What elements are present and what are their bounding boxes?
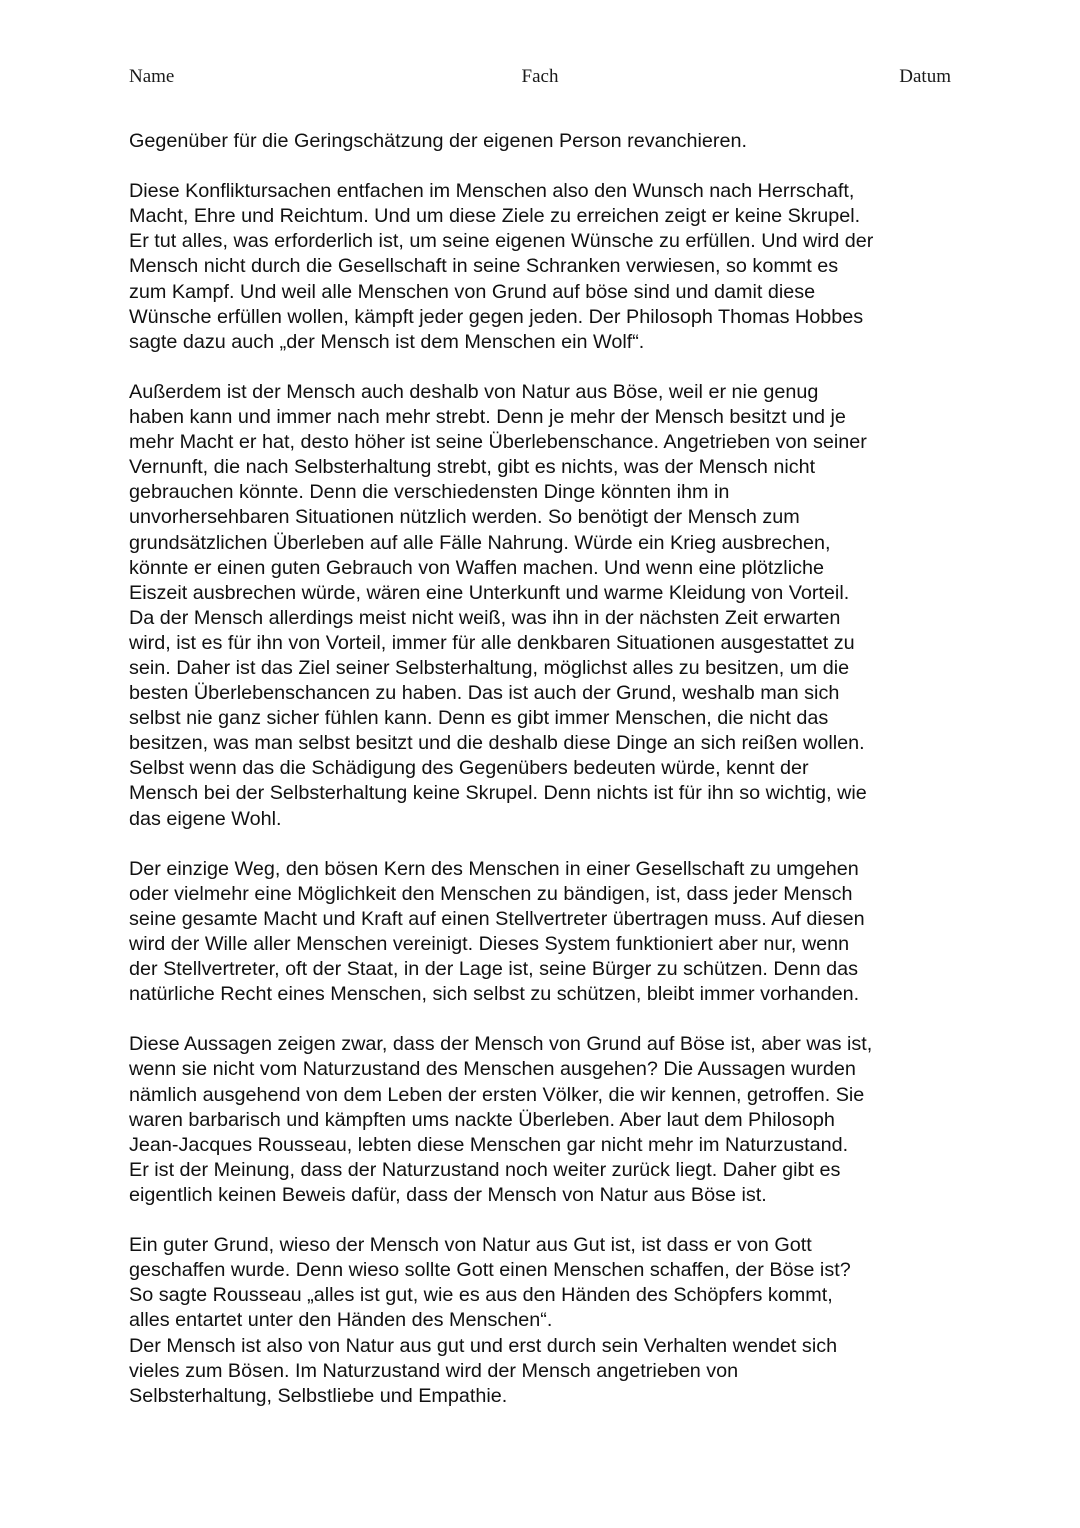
paragraph (129, 129, 959, 154)
paragraph (129, 1233, 959, 1409)
text-line: mehr Macht er hat, desto höher ist seine Überlebenschance. Angetrieben von seiner (129, 431, 867, 454)
text-line: Eiszeit ausbrechen würde, wären eine Unterkunft und warme Kleidung von Vorteil. (129, 581, 850, 604)
text-line: Der Mensch ist also von Natur aus gut und erst durch sein Verhalten wendet sich (129, 1334, 838, 1357)
text-line: Diese Aussagen zeigen zwar, dass der Mensch von Grund auf Böse ist, aber was ist, (129, 1033, 873, 1056)
text-line: das eigene Wohl. (129, 807, 282, 830)
text-line: sagte dazu auch „der Mensch ist dem Menschen ein Wolf“. (129, 330, 645, 353)
text-line: So sagte Rousseau „alles ist gut, wie es aus den Händen des Schöpfers kommt, (129, 1284, 833, 1307)
text-line: der Stellvertreter, oft der Staat, in der Lage ist, seine Bürger zu schützen. Denn das (129, 958, 859, 981)
text-line: natürliche Recht eines Menschen, sich selbst zu schützen, bleibt immer vorhanden. (129, 983, 860, 1006)
header-subject-label: Fach (521, 66, 559, 87)
text-line: Mensch bei der Selbsterhaltung keine Skrupel. Denn nichts ist für ihn so wichtig, wie (129, 782, 867, 805)
text-line: Er tut alles, was erforderlich ist, um seine eigenen Wünsche zu erfüllen. Und wird der (129, 230, 874, 253)
text-line: Außerdem ist der Mensch auch deshalb von Natur aus Böse, weil er nie genug (129, 380, 819, 403)
text-line: zum Kampf. Und weil alle Menschen von Grund auf böse sind und damit diese (129, 280, 816, 303)
text-line: Er ist der Meinung, dass der Naturzustand noch weiter zurück liegt. Daher gibt es (129, 1158, 841, 1181)
text-line: alles entartet unter den Händen des Menschen“. (129, 1309, 553, 1332)
text-line: vieles zum Bösen. Im Naturzustand wird der Mensch angetrieben von (129, 1359, 739, 1382)
text-line: grundsätzlichen Überleben auf alle Fälle Nahrung. Würde ein Krieg ausbrechen, (129, 531, 831, 554)
text-line: geschaffen wurde. Denn wieso sollte Gott einen Menschen schaffen, der Böse ist? (129, 1259, 851, 1282)
text-line: Ein guter Grund, wieso der Mensch von Natur aus Gut ist, ist dass er von Gott (129, 1234, 812, 1257)
text-line: seine gesamte Macht und Kraft auf einen Stellvertreter übertragen muss. Auf diesen (129, 907, 865, 930)
text-line: wird der Wille aller Menschen vereinigt. Dieses System funktioniert aber nur, wenn (129, 933, 850, 955)
text-line: besten Überlebenschancen zu haben. Das ist auch der Grund, weshalb man sich (129, 682, 840, 705)
text-line: unvorhersehbaren Situationen nützlich werden. So benötigt der Mensch zum (129, 506, 800, 529)
text-line: haben kann und immer nach mehr strebt. Denn je mehr der Mensch besitzt und je (129, 406, 846, 429)
text-line: Mensch nicht durch die Gesellschaft in seine Schranken verwiesen, so kommt es (129, 255, 839, 278)
text-line: Da der Mensch allerdings meist nicht weiß, was ihn in der nächsten Zeit erwarten (129, 606, 841, 629)
text-line: Diese Konfliktursachen entfachen im Menschen also den Wunsch nach Herrschaft, (129, 180, 855, 203)
text-line: Vernunft, die nach Selbsterhaltung strebt, gibt es nichts, was der Mensch nicht (129, 456, 816, 479)
text-line: Der einzige Weg, den bösen Kern des Menschen in einer Gesellschaft zu umgehen (129, 857, 859, 880)
paragraph (129, 179, 959, 355)
text-line: selbst nie ganz sicher fühlen kann. Denn es gibt immer Menschen, die nicht das (129, 707, 829, 730)
header-name-label: Name (129, 66, 175, 87)
text-line: Wünsche erfüllen wollen, kämpft jeder gegen jeden. Der Philosoph Thomas Hobbes (129, 305, 864, 328)
text-line: Gegenüber für die Geringschätzung der eigenen Person revanchieren. (129, 130, 748, 152)
page-header (129, 66, 951, 90)
text-line: waren barbarisch und kämpften ums nackte Überleben. Aber laut dem Philosoph (129, 1108, 835, 1131)
header-date-label: Datum (899, 66, 951, 87)
text-line: könnte er einen guten Gebrauch von Waffen machen. Und wenn eine plötzliche (129, 556, 824, 579)
text-line: Selbsterhaltung, Selbstliebe und Empathie. (129, 1384, 508, 1407)
document-body (129, 129, 959, 1409)
text-line: Macht, Ehre und Reichtum. Und um diese Ziele zu erreichen zeigt er keine Skrupel. (129, 205, 861, 228)
paragraph (129, 380, 959, 832)
text-line: gebrauchen könnte. Denn die verschiedensten Dinge könnten ihm in (129, 481, 730, 504)
text-line: nämlich ausgehend von dem Leben der ersten Völker, die wir kennen, getroffen. Sie (129, 1083, 865, 1106)
text-line: Jean-Jacques Rousseau, lebten diese Menschen gar nicht mehr im Naturzustand. (129, 1133, 849, 1156)
text-line: Selbst wenn das die Schädigung des Gegenübers bedeuten würde, kennt der (129, 757, 809, 780)
paragraph (129, 857, 959, 1008)
text-line: sein. Daher ist das Ziel seiner Selbsterhaltung, möglichst alles zu besitzen, um die (129, 656, 850, 679)
text-line: besitzen, was man selbst besitzt und die deshalb diese Dinge an sich reißen wollen. (129, 732, 865, 755)
text-line: eigentlich keinen Beweis dafür, dass der Mensch von Natur aus Böse ist. (129, 1183, 767, 1206)
text-line: wird, ist es für ihn von Vorteil, immer für alle denkbaren Situationen ausgestattet zu (129, 631, 855, 654)
paragraph (129, 1032, 959, 1208)
text-line: wenn sie nicht vom Naturzustand des Menschen ausgehen? Die Aussagen wurden (129, 1058, 856, 1081)
text-line: oder vielmehr eine Möglichkeit den Menschen zu bändigen, ist, dass jeder Mensch (129, 882, 853, 905)
